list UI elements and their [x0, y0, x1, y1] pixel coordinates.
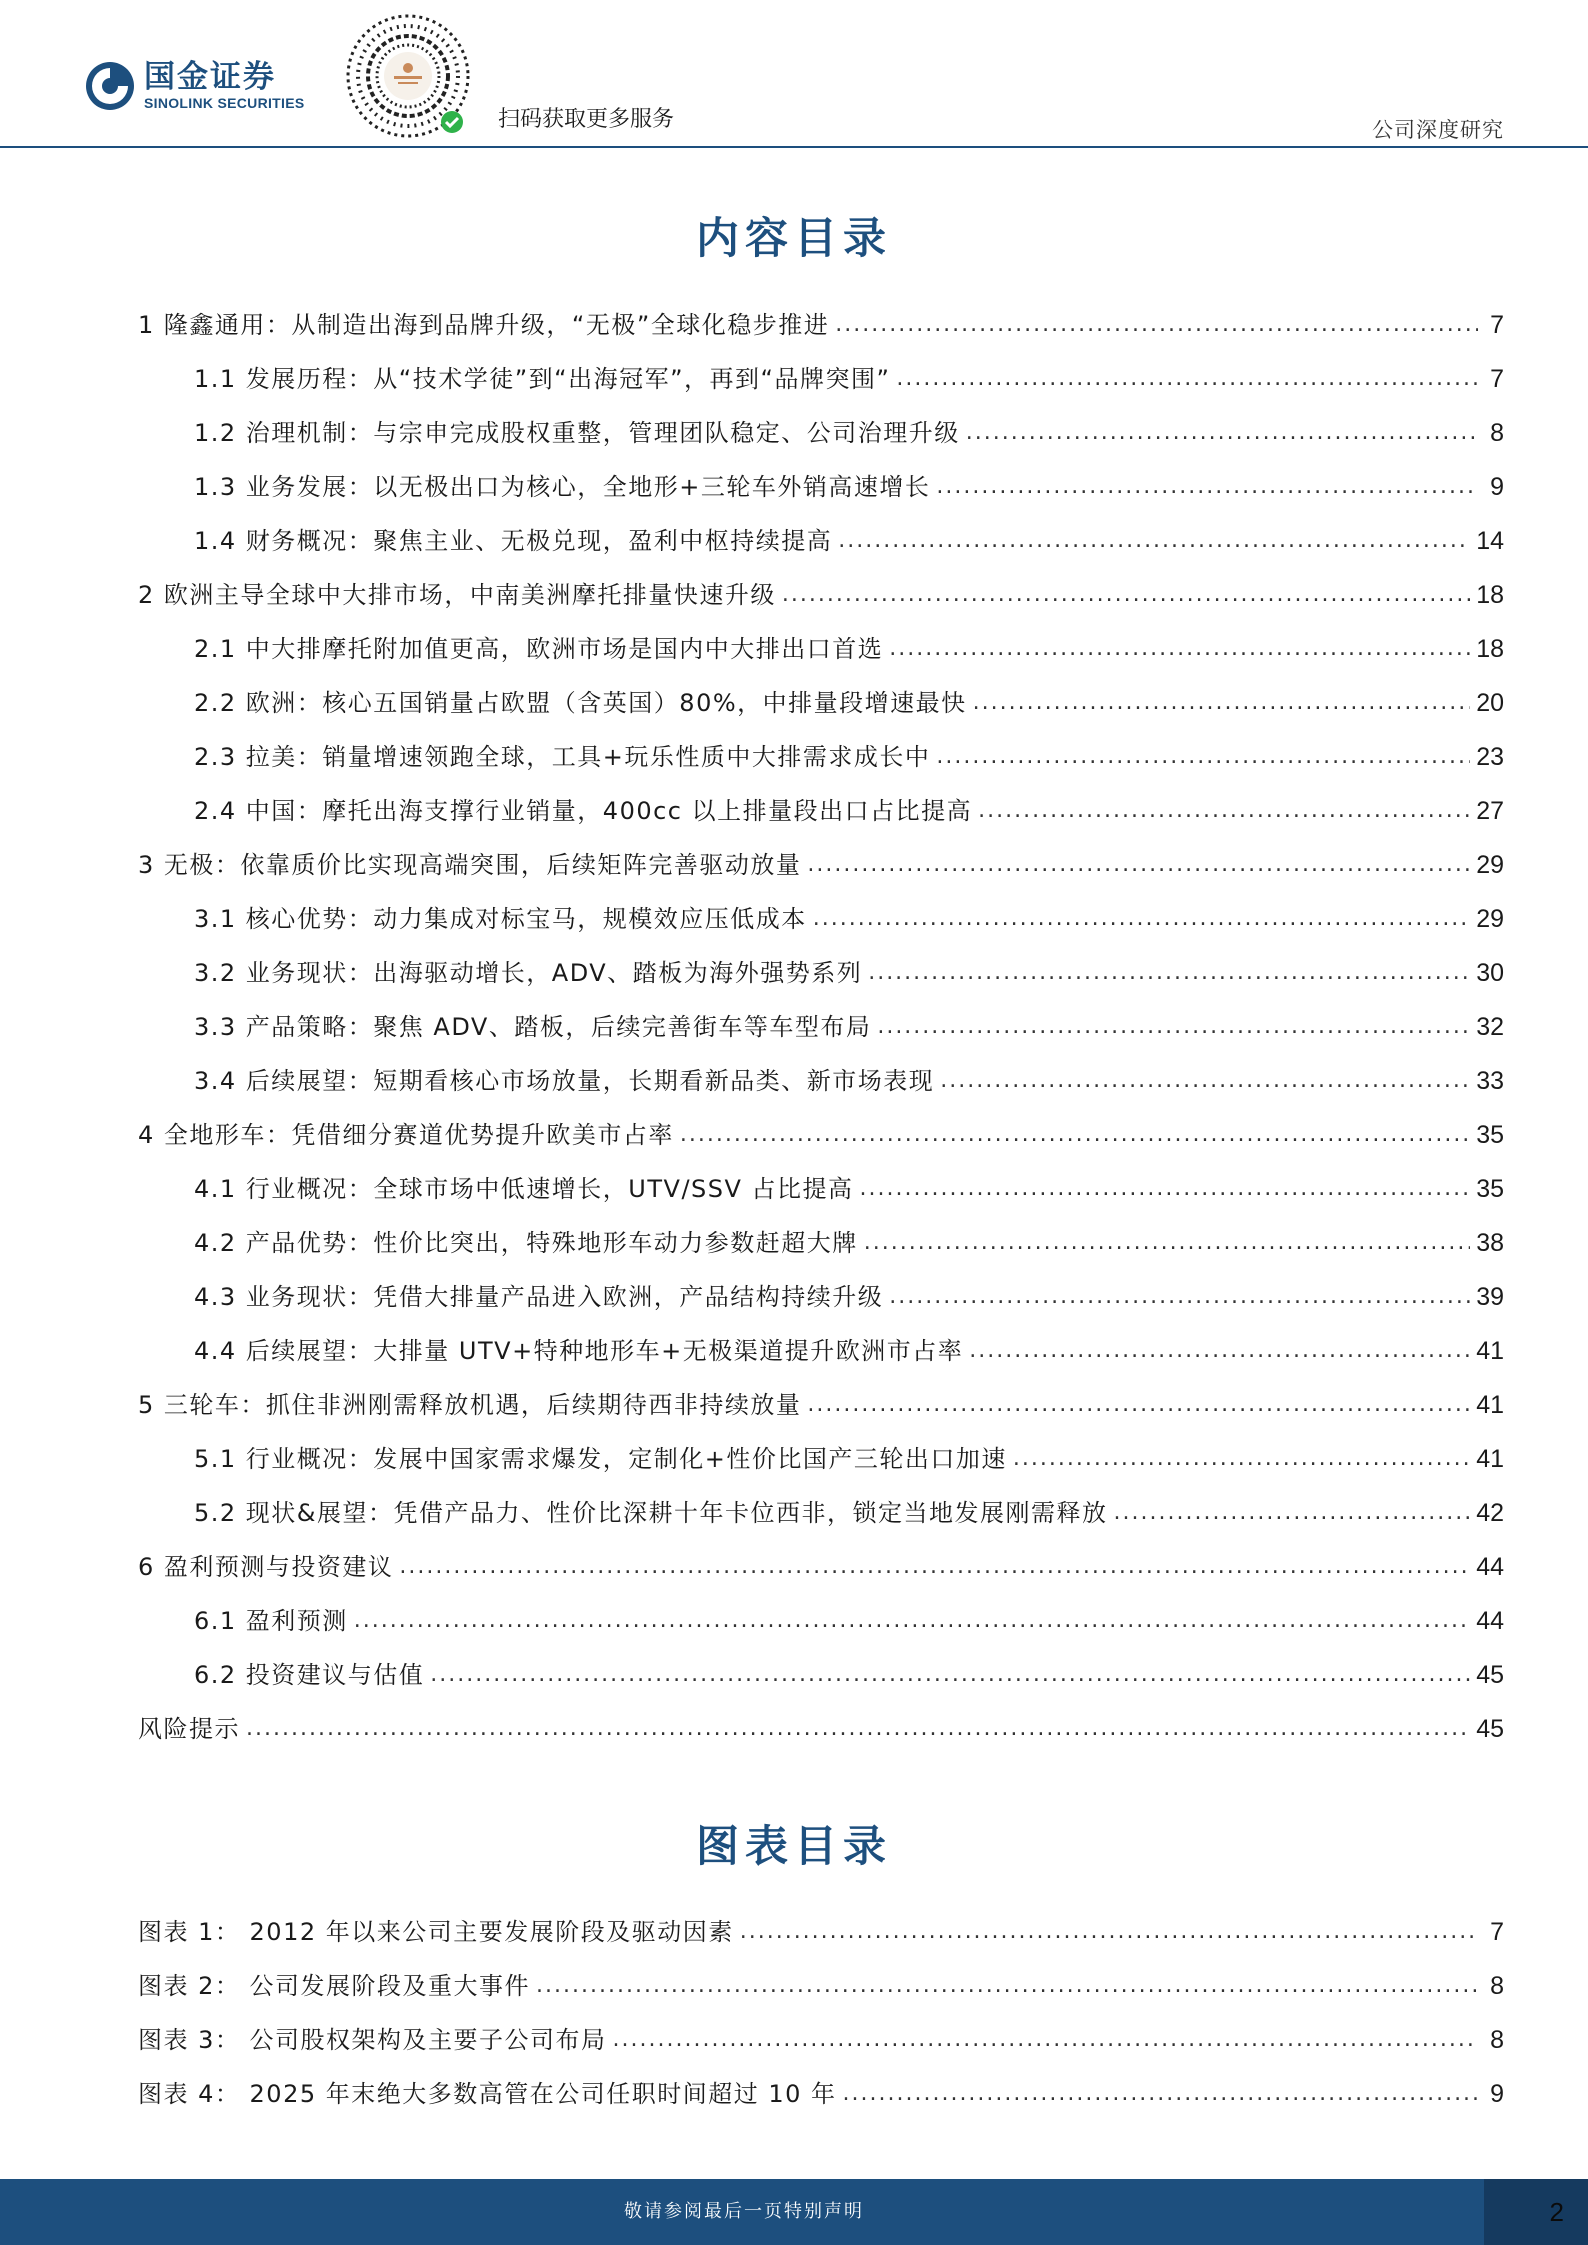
- dot-leader: [807, 1378, 1470, 1432]
- toc-entry-page[interactable]: 33: [1476, 1067, 1504, 1095]
- toc-entry-title[interactable]: 1 隆鑫通用：从制造出海到品牌升级，“无极”全球化稳步推进: [138, 311, 830, 339]
- toc-entry-title[interactable]: 6 盈利预测与投资建议: [138, 1553, 394, 1581]
- toc-entry[interactable]: [138, 1540, 1504, 1594]
- toc-entry-page[interactable]: 14: [1476, 527, 1504, 555]
- toc-entry-title[interactable]: 2.2 欧洲：核心五国销量占欧盟（含英国）80%，中排量段增速最快: [194, 689, 967, 717]
- figure-entry[interactable]: [138, 1959, 1504, 2013]
- toc-entry[interactable]: [138, 514, 1504, 568]
- toc-entry-page[interactable]: 8: [1490, 419, 1504, 447]
- report-type-label: 公司深度研究: [1372, 118, 1504, 142]
- toc-entry-title[interactable]: 3.3 产品策略：聚焦 ADV、踏板，后续完善街车等车型布局: [194, 1013, 872, 1041]
- toc-entry-page[interactable]: 45: [1476, 1661, 1504, 1689]
- toc-entry-page[interactable]: 18: [1476, 635, 1504, 663]
- toc-entry[interactable]: [138, 676, 1504, 730]
- dot-leader: [399, 1540, 1470, 1594]
- toc-entry-title[interactable]: 4.2 产品优势：性价比突出，特殊地形车动力参数赶超大牌: [194, 1229, 858, 1257]
- toc-entry[interactable]: [138, 1000, 1504, 1054]
- toc-entry[interactable]: [138, 1432, 1504, 1486]
- dot-leader: [936, 460, 1478, 514]
- toc-entry-page[interactable]: 7: [1490, 365, 1504, 393]
- toc-entry-page[interactable]: 23: [1476, 743, 1504, 771]
- figure-entry-page[interactable]: 8: [1490, 1972, 1504, 2000]
- dot-leader: [354, 1594, 1470, 1648]
- figure-entry[interactable]: [138, 1905, 1504, 1959]
- toc-entry-title[interactable]: 6.2 投资建议与估值: [194, 1661, 425, 1689]
- dot-leader: [889, 622, 1470, 676]
- dot-leader: [843, 2067, 1478, 2121]
- toc-entry-title[interactable]: 2.4 中国：摩托出海支撑行业销量，400cc 以上排量段出口占比提高: [194, 797, 973, 825]
- dot-leader: [680, 1108, 1470, 1162]
- disclaimer-notice[interactable]: 敬请参阅最后一页特别声明: [624, 2201, 864, 2222]
- toc-entry[interactable]: [138, 1216, 1504, 1270]
- dot-leader: [864, 1216, 1470, 1270]
- toc-entry[interactable]: [138, 298, 1504, 352]
- toc-entry-page[interactable]: 32: [1476, 1013, 1504, 1041]
- toc-list: [138, 298, 1504, 1756]
- toc-entry-title[interactable]: 6.1 盈利预测: [194, 1607, 348, 1635]
- toc-entry-title[interactable]: 4 全地形车：凭借细分赛道优势提升欧美市占率: [138, 1121, 674, 1149]
- page-footer: [0, 2179, 1588, 2245]
- toc-entry[interactable]: [138, 1270, 1504, 1324]
- toc-entry-page[interactable]: 42: [1476, 1499, 1504, 1527]
- toc-entry[interactable]: [138, 1378, 1504, 1432]
- dot-leader: [889, 1270, 1470, 1324]
- toc-entry-title[interactable]: 3.4 后续展望：短期看核心市场放量，长期看新品类、新市场表现: [194, 1067, 935, 1095]
- figure-entry-title[interactable]: 图表 3： 公司股权架构及主要子公司布局: [138, 2026, 607, 2054]
- figure-entry-title[interactable]: 图表 4： 2025 年末绝大多数高管在公司任职时间超过 10 年: [138, 2080, 837, 2108]
- dot-leader: [536, 1959, 1478, 2013]
- toc-entry-page[interactable]: 35: [1476, 1121, 1504, 1149]
- toc-entry-page[interactable]: 39: [1476, 1283, 1504, 1311]
- dot-leader: [978, 784, 1470, 838]
- toc-entry-title[interactable]: 4.1 行业概况：全球市场中低速增长，UTV/SSV 占比提高: [194, 1175, 854, 1203]
- dot-leader: [940, 1054, 1470, 1108]
- toc-entry[interactable]: [138, 784, 1504, 838]
- dot-leader: [782, 568, 1470, 622]
- toc-entry-title[interactable]: 2.1 中大排摩托附加值更高，欧洲市场是国内中大排出口首选: [194, 635, 884, 663]
- toc-entry-page[interactable]: 30: [1476, 959, 1504, 987]
- dot-leader: [1013, 1432, 1470, 1486]
- header-divider: [0, 146, 1588, 148]
- logo-english-name: SINOLINK SECURITIES: [144, 95, 305, 111]
- toc-entry-page[interactable]: 18: [1476, 581, 1504, 609]
- toc-entry[interactable]: [138, 568, 1504, 622]
- page-number: 2: [1549, 2197, 1564, 2227]
- dot-leader: [860, 1162, 1471, 1216]
- qr-code-icon[interactable]: [340, 10, 476, 142]
- toc-entry[interactable]: [138, 1594, 1504, 1648]
- toc-entry[interactable]: [138, 1648, 1504, 1702]
- dot-leader: [969, 1324, 1470, 1378]
- toc-entry[interactable]: [138, 1054, 1504, 1108]
- toc-entry-title[interactable]: 1.4 财务概况：聚焦主业、无极兑现，盈利中枢持续提高: [194, 527, 833, 555]
- toc-entry-title[interactable]: 4.3 业务现状：凭借大排量产品进入欧洲，产品结构持续升级: [194, 1283, 884, 1311]
- toc-entry-page[interactable]: 41: [1476, 1445, 1504, 1473]
- toc-entry-page[interactable]: 41: [1476, 1391, 1504, 1419]
- dot-leader: [896, 352, 1478, 406]
- toc-entry[interactable]: [138, 1324, 1504, 1378]
- toc-entry[interactable]: [138, 1486, 1504, 1540]
- toc-entry-page[interactable]: 29: [1476, 905, 1504, 933]
- toc-entry-page[interactable]: 29: [1476, 851, 1504, 879]
- toc-entry[interactable]: [138, 730, 1504, 784]
- toc-entry-title[interactable]: 2.3 拉美：销量增速领跑全球，工具+玩乐性质中大排需求成长中: [194, 743, 931, 771]
- dot-leader: [973, 676, 1471, 730]
- page-number-box: [1484, 2179, 1588, 2245]
- toc-entry[interactable]: [138, 1702, 1504, 1756]
- toc-entry-title[interactable]: 3.2 业务现状：出海驱动增长，ADV、踏板为海外强势系列: [194, 959, 863, 987]
- toc-entry-page[interactable]: 38: [1476, 1229, 1504, 1257]
- dot-leader: [813, 892, 1470, 946]
- company-logo: [84, 60, 305, 112]
- dot-leader: [877, 1000, 1470, 1054]
- dot-leader: [936, 730, 1470, 784]
- dot-leader: [613, 2013, 1478, 2067]
- figure-index-title: 图表目录: [696, 1822, 892, 1872]
- toc-entry-title[interactable]: 4.4 后续展望：大排量 UTV+特种地形车+无极渠道提升欧洲市占率: [194, 1337, 964, 1365]
- toc-entry[interactable]: [138, 1162, 1504, 1216]
- toc-entry-title[interactable]: 5.2 现状&展望：凭借产品力、性价比深耕十年卡位西非，锁定当地发展刚需释放: [194, 1499, 1108, 1527]
- scan-for-services-text: 扫码获取更多服务: [498, 107, 675, 132]
- dot-leader: [246, 1702, 1470, 1756]
- toc-entry[interactable]: [138, 460, 1504, 514]
- toc-entry-title[interactable]: 1.3 业务发展：以无极出口为核心，全地形+三轮车外销高速增长: [194, 473, 931, 501]
- figure-entry-title[interactable]: 图表 2： 公司发展阶段及重大事件: [138, 1972, 531, 2000]
- toc-entry-page[interactable]: 45: [1476, 1715, 1504, 1743]
- toc-entry[interactable]: [138, 838, 1504, 892]
- toc-entry-title[interactable]: 5 三轮车：抓住非洲刚需释放机遇，后续期待西非持续放量: [138, 1391, 802, 1419]
- figure-entry-page[interactable]: 9: [1490, 2080, 1504, 2108]
- toc-title: 内容目录: [696, 214, 892, 264]
- figure-entry[interactable]: [138, 2067, 1504, 2121]
- dot-leader: [835, 298, 1478, 352]
- toc-entry[interactable]: [138, 352, 1504, 406]
- toc-entry-title[interactable]: 2 欧洲主导全球中大排市场，中南美洲摩托排量快速升级: [138, 581, 776, 609]
- dot-leader: [838, 514, 1470, 568]
- dot-leader: [807, 838, 1470, 892]
- toc-entry[interactable]: [138, 892, 1504, 946]
- toc-entry-title[interactable]: 1.2 治理机制：与宗申完成股权重整，管理团队稳定、公司治理升级: [194, 419, 960, 447]
- toc-entry[interactable]: [138, 946, 1504, 1000]
- figure-entry[interactable]: [138, 2013, 1504, 2067]
- toc-entry-title[interactable]: 风险提示: [138, 1715, 240, 1743]
- toc-entry-title[interactable]: 5.1 行业概况：发展中国家需求爆发，定制化+性价比国产三轮出口加速: [194, 1445, 1007, 1473]
- dot-leader: [430, 1648, 1470, 1702]
- dot-leader: [868, 946, 1470, 1000]
- figure-index-list: [138, 1905, 1504, 2121]
- page-header: [0, 0, 1588, 150]
- toc-entry-title[interactable]: 3.1 核心优势：动力集成对标宝马，规模效应压低成本: [194, 905, 807, 933]
- toc-entry[interactable]: [138, 622, 1504, 676]
- figure-entry-title[interactable]: 图表 1： 2012 年以来公司主要发展阶段及驱动因素: [138, 1918, 734, 1946]
- figure-entry-page[interactable]: 8: [1490, 2026, 1504, 2054]
- toc-entry-title[interactable]: 1.1 发展历程：从“技术学徒”到“出海冠军”，再到“品牌突围”: [194, 365, 891, 393]
- dot-leader: [1114, 1486, 1471, 1540]
- toc-entry[interactable]: [138, 406, 1504, 460]
- figure-entry-page[interactable]: 7: [1490, 1918, 1504, 1946]
- toc-entry-page[interactable]: 44: [1476, 1607, 1504, 1635]
- logo-chinese-name: 国金证券: [144, 59, 276, 95]
- toc-entry-page[interactable]: 27: [1476, 797, 1504, 825]
- toc-entry[interactable]: [138, 1108, 1504, 1162]
- toc-entry-page[interactable]: 7: [1490, 311, 1504, 339]
- toc-entry-page[interactable]: 20: [1476, 689, 1504, 717]
- toc-entry-title[interactable]: 3 无极：依靠质价比实现高端突围，后续矩阵完善驱动放量: [138, 851, 802, 879]
- dot-leader: [966, 406, 1478, 460]
- dot-leader: [740, 1905, 1478, 1959]
- toc-entry-page[interactable]: 41: [1476, 1337, 1504, 1365]
- toc-entry-page[interactable]: 44: [1476, 1553, 1504, 1581]
- toc-entry-page[interactable]: 35: [1476, 1175, 1504, 1203]
- toc-entry-page[interactable]: 9: [1490, 473, 1504, 501]
- sinolink-logo-icon: [84, 60, 136, 112]
